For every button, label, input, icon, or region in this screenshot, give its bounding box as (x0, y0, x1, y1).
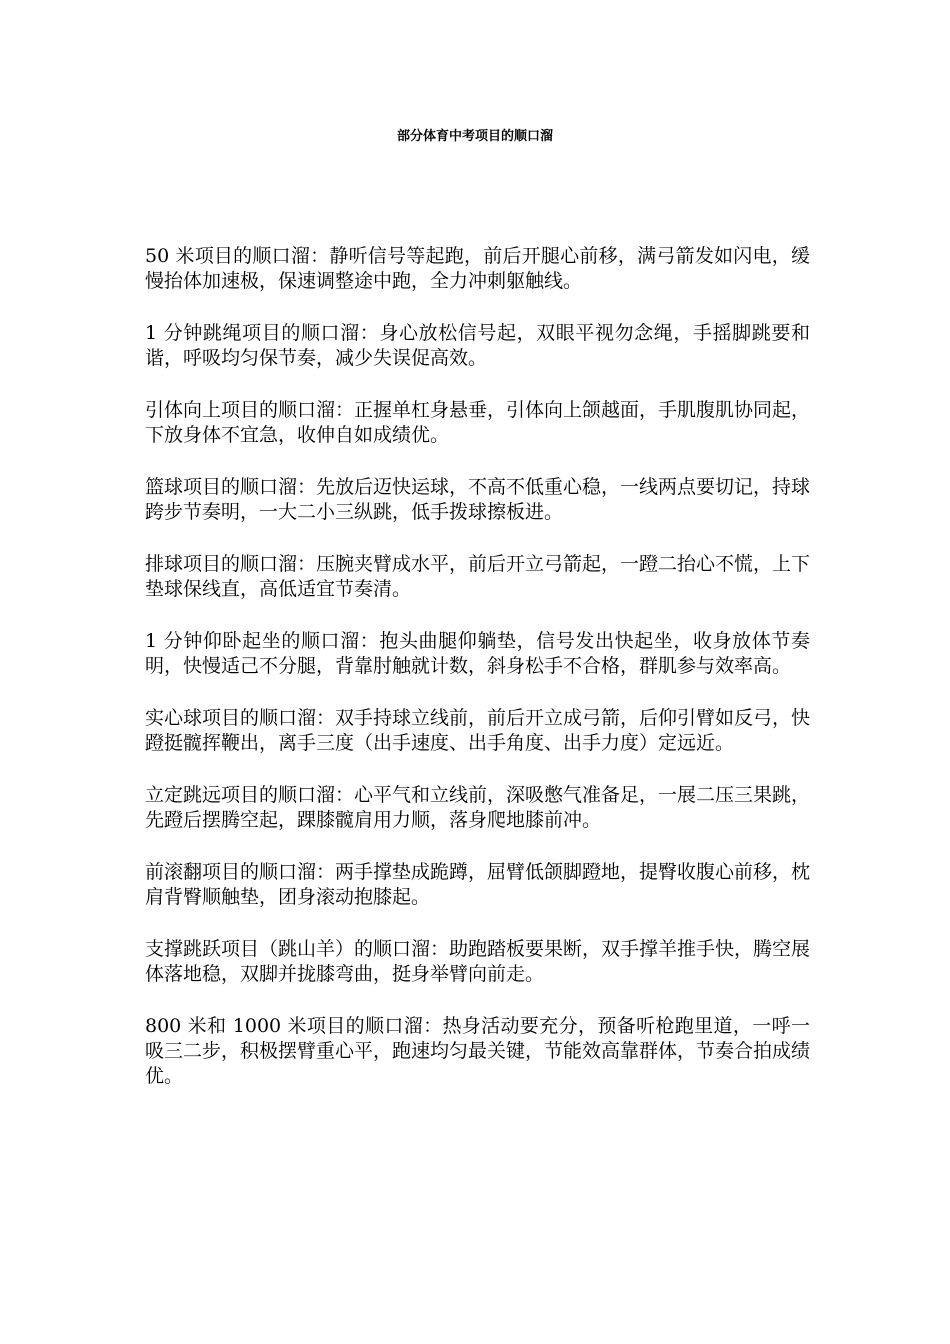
paragraph-forward-roll: 前滚翻项目的顺口溜：两手撑垫成跪蹲，屈臂低颌脚蹬地，提臀收腹心前移，枕肩背臀顺触垫，团身滚动抱膝起。 (145, 861, 811, 908)
paragraph-volleyball: 排球项目的顺口溜：压腕夹臂成水平，前后开立弓箭起，一蹬二抬心不慌，上下垫球保线直，高低适宜节奏清。 (145, 553, 811, 600)
paragraph-standing-long-jump: 立定跳远项目的顺口溜：心平气和立线前，深吸憋气准备足，一展二压三果跳，先蹬后摆腾空起，踝膝髋肩用力顺，落身爬地膝前冲。 (145, 784, 811, 831)
paragraph-800m-1000m: 800 米和 1000 米项目的顺口溜：热身活动要充分，预备听枪跑里道，一呼一吸三二步，积极摆臂重心平，跑速均匀最关键，节能效高靠群体，节奏合拍成绩优。 (145, 1015, 811, 1087)
paragraph-50m: 50 米项目的顺口溜：静听信号等起跑，前后开腿心前移，满弓箭发如闪电，缓慢抬体加速极，保速调整途中跑，全力冲刺躯触线。 (145, 245, 810, 292)
paragraph-medicine-ball: 实心球项目的顺口溜：双手持球立线前，前后开立成弓箭，后仰引臂如反弓，快蹬挺髋挥鞭出，离手三度（出手速度、出手角度、出手力度）定远近。 (145, 707, 811, 754)
paragraph-vault: 支撑跳跃项目（跳山羊）的顺口溜：助跑踏板要果断，双手撑羊推手快，腾空展体落地稳，双脚并拢膝弯曲，挺身举臂向前走。 (145, 938, 811, 985)
document-title: 部分体育中考项目的顺口溜 (396, 129, 553, 144)
paragraph-basketball: 篮球项目的顺口溜：先放后迈快运球，不高不低重心稳，一线两点要切记，持球跨步节奏明，一大二小三纵跳，低手拨球擦板进。 (145, 476, 811, 523)
document-body (145, 244, 810, 1116)
paragraph-sit-up: 1 分钟仰卧起坐的顺口溜：抱头曲腿仰躺垫，信号发出快起坐，收身放体节奏明，快慢适己不分腿，背靠肘触就计数，斜身松手不合格，群肌参与效率高。 (145, 630, 810, 677)
paragraph-jump-rope: 1 分钟跳绳项目的顺口溜：身心放松信号起，双眼平视勿念绳，手摇脚跳要和谐，呼吸均匀保节奏，减少失误促高效。 (145, 322, 810, 369)
paragraph-pull-up: 引体向上项目的顺口溜：正握单杠身悬垂，引体向上颌越面，手肌腹肌协同起，下放身体不宜急，收伸自如成绩优。 (145, 399, 811, 446)
